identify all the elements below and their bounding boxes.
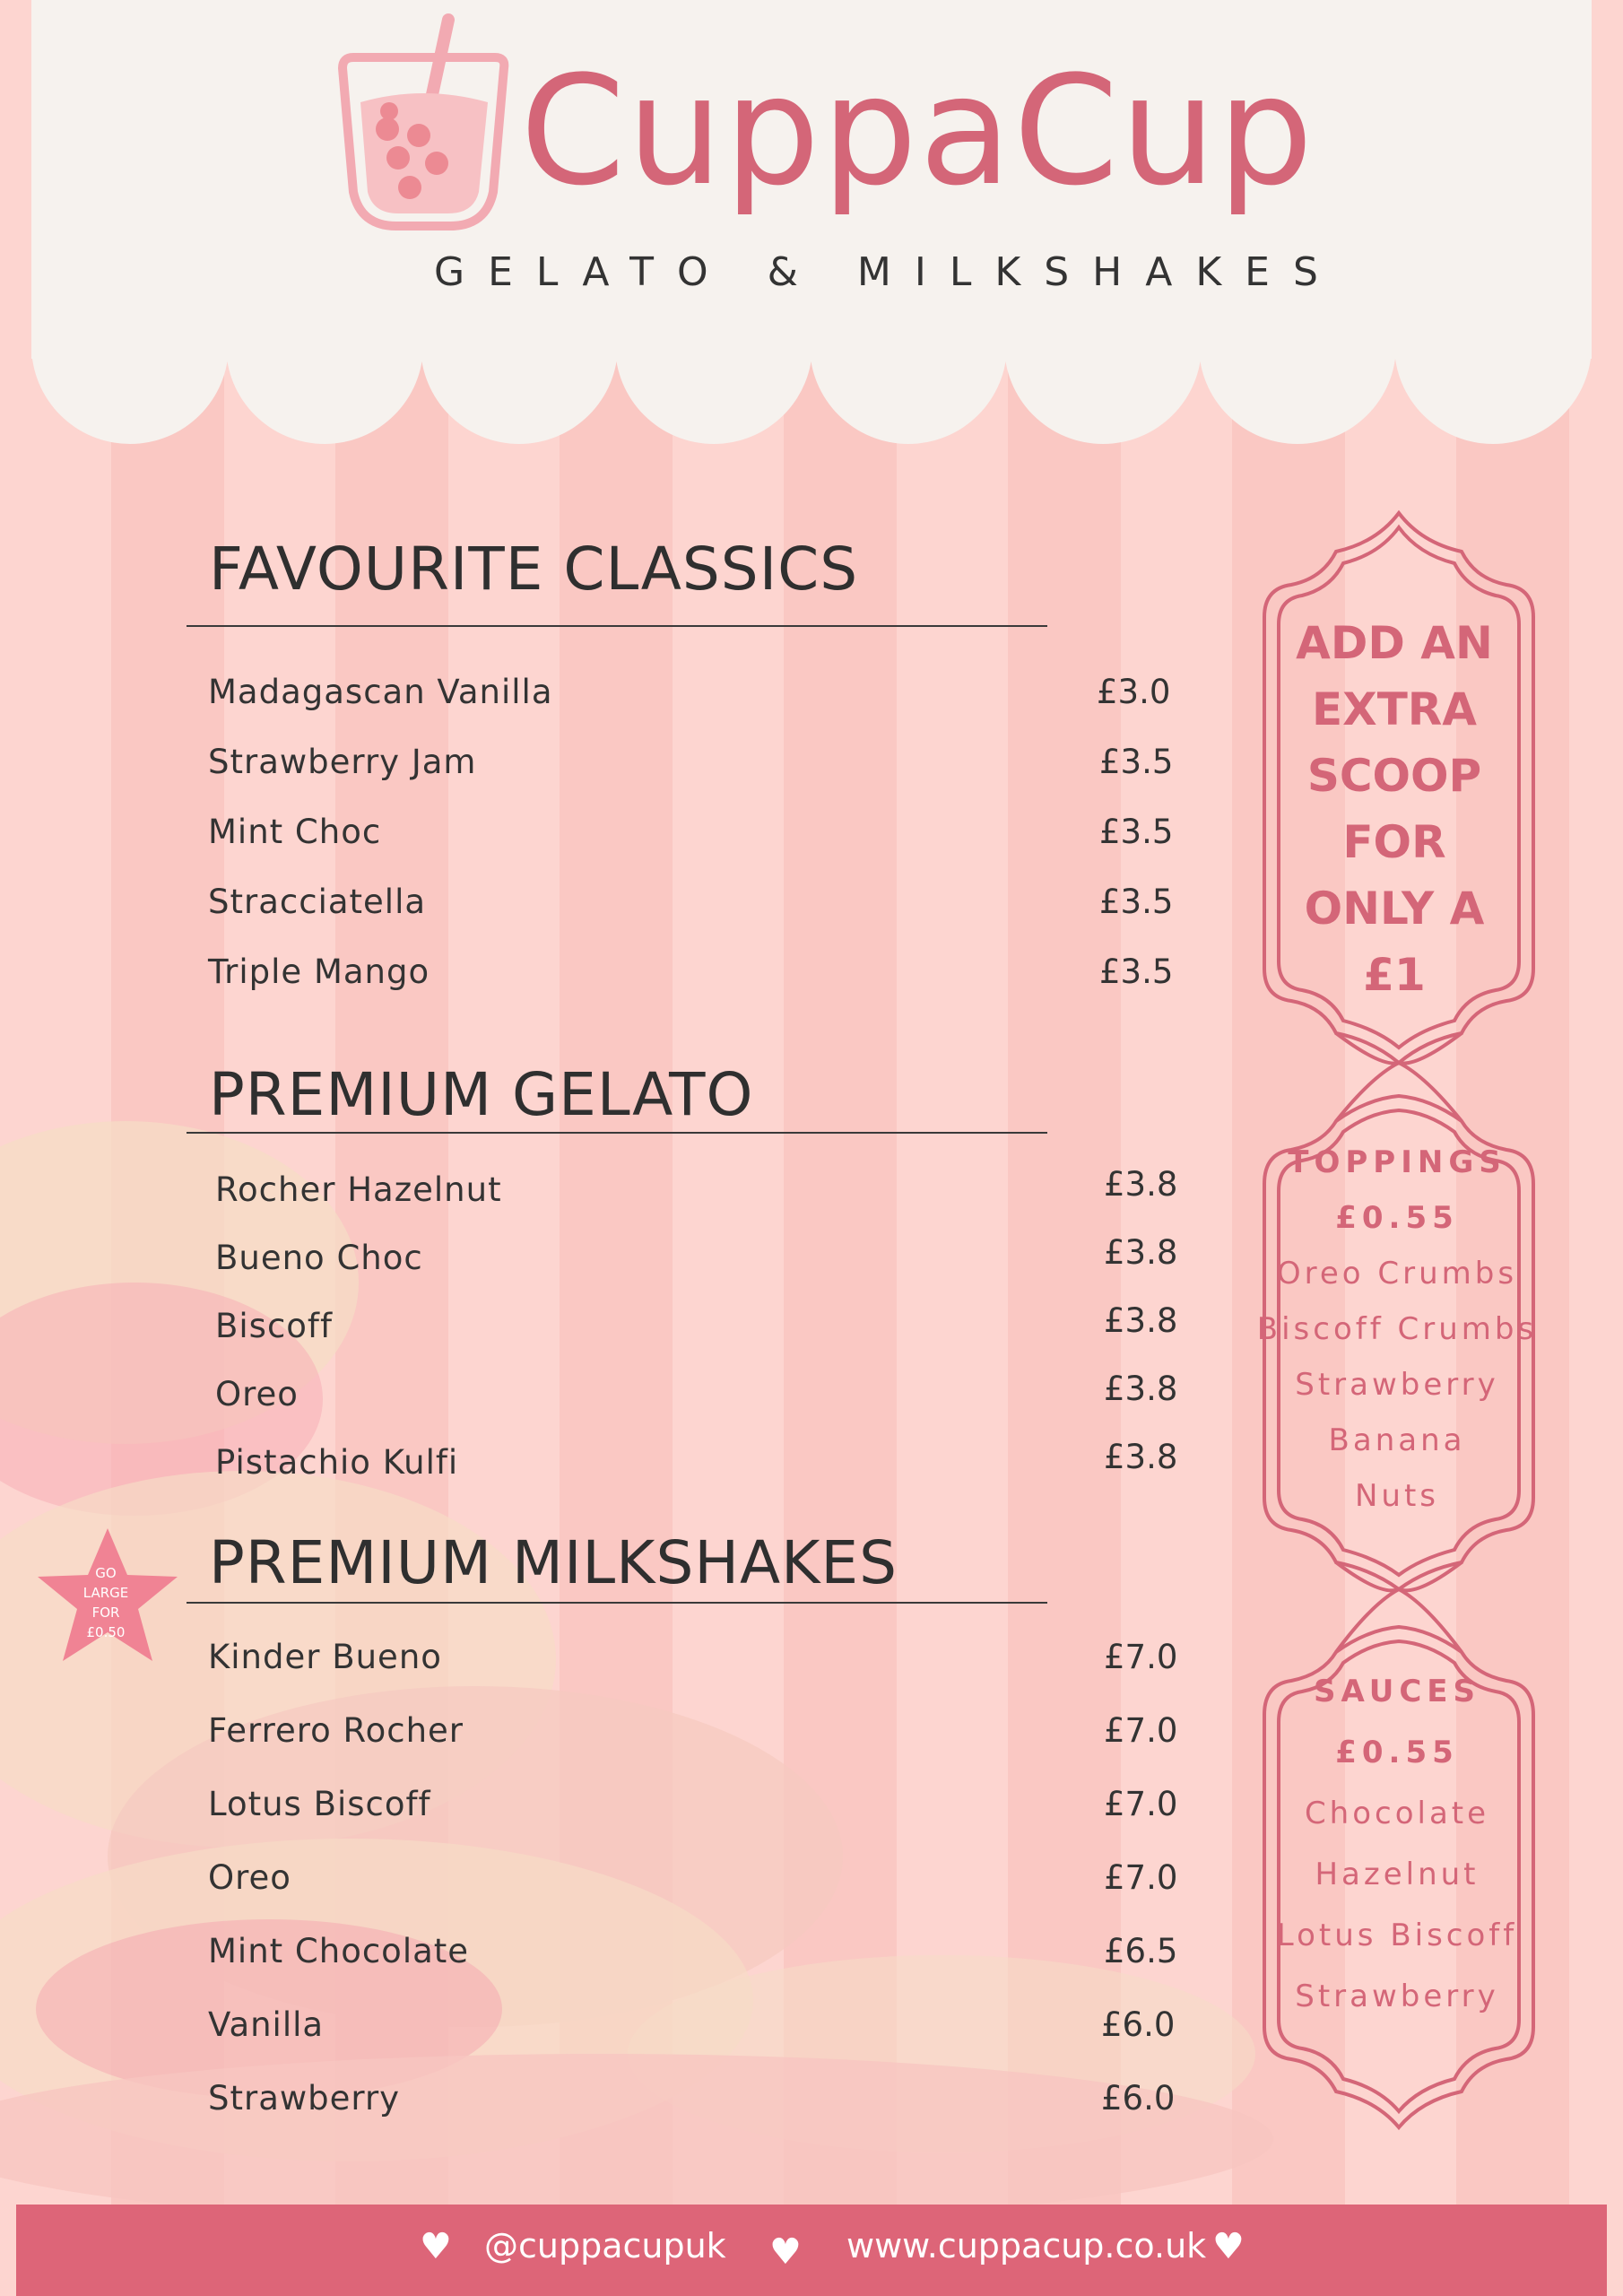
menu-item-name: Mint Choc xyxy=(208,813,382,851)
menu-item-price: £3.8 xyxy=(1104,1370,1178,1408)
badge-line: LARGE xyxy=(82,1585,129,1601)
promo-line: ADD AN xyxy=(1296,617,1493,669)
menu-item-name: Kinder Bueno xyxy=(208,1638,442,1676)
promo-line: EXTRA xyxy=(1311,683,1477,735)
menu-item-name: Strawberry Jam xyxy=(208,743,477,781)
heart-icon: ♥ xyxy=(1212,2226,1245,2267)
toppings-title: TOPPINGS xyxy=(1288,1144,1506,1180)
sauces-list xyxy=(1236,1661,1558,2027)
footer-bar xyxy=(16,2205,1607,2296)
menu-item-price: £7.0 xyxy=(1104,1638,1178,1676)
menu-item-name: Triple Mango xyxy=(208,952,430,991)
menu-item-price: £3.8 xyxy=(1104,1233,1178,1272)
menu-item-price: £7.0 xyxy=(1104,1858,1178,1897)
topping-item: Nuts xyxy=(1354,1478,1440,1514)
section-title: PREMIUM GELATO xyxy=(209,1060,754,1129)
menu-item-name: Bueno Choc xyxy=(215,1239,423,1277)
sauce-item: Lotus Biscoff xyxy=(1276,1918,1518,1953)
menu-item-name: Stracciatella xyxy=(208,883,427,921)
menu-item-price: £6.5 xyxy=(1104,1932,1178,1970)
topping-item: Biscoff Crumbs xyxy=(1256,1311,1538,1347)
brand-name: CuppaCup xyxy=(520,43,1315,219)
heart-icon: ♥ xyxy=(420,2226,452,2267)
topping-item: Strawberry xyxy=(1295,1367,1499,1403)
section-title: PREMIUM MILKSHAKES xyxy=(209,1528,898,1597)
section-divider xyxy=(187,1602,1047,1604)
toppings-list xyxy=(1236,1135,1558,1524)
menu-item-price: £3.5 xyxy=(1099,883,1174,921)
menu-item-price: £3.5 xyxy=(1099,952,1174,991)
badge-line: £0.50 xyxy=(86,1624,126,1640)
menu-item-price: £3.8 xyxy=(1104,1438,1178,1476)
menu-item-name: Strawberry xyxy=(208,2079,401,2118)
menu-item-name: Rocher Hazelnut xyxy=(215,1170,502,1209)
promo-line: SCOOP xyxy=(1306,750,1482,802)
topping-item: Banana xyxy=(1328,1422,1466,1458)
menu-item-name: Oreo xyxy=(215,1375,299,1413)
tagline: GELATO & MILKSHAKES xyxy=(434,249,1341,295)
sauces-price: £0.55 xyxy=(1335,1735,1459,1770)
menu-item-name: Biscoff xyxy=(215,1307,333,1345)
menu-item-price: £7.0 xyxy=(1104,1785,1178,1823)
social-handle[interactable]: @cuppacupuk xyxy=(484,2226,726,2266)
sauce-item: Strawberry xyxy=(1295,1979,1499,2014)
menu-item-name: Pistachio Kulfi xyxy=(215,1443,459,1482)
badge-line: FOR xyxy=(91,1605,120,1621)
promo-line: FOR xyxy=(1342,816,1446,868)
menu-item-name: Vanilla xyxy=(208,2005,325,2044)
menu-item-name: Madagascan Vanilla xyxy=(208,673,553,711)
menu-item-price: £3.5 xyxy=(1099,743,1174,781)
menu-item-name: Ferrero Rocher xyxy=(208,1711,464,1750)
menu-item-name: Mint Chocolate xyxy=(208,1932,470,1970)
menu-item-name: Oreo xyxy=(208,1858,291,1897)
menu-item-price: £3.8 xyxy=(1104,1301,1178,1340)
toppings-price: £0.55 xyxy=(1335,1200,1459,1236)
go-large-badge xyxy=(70,1563,142,1642)
promo-line: ONLY A xyxy=(1304,883,1485,935)
sauce-item: Hazelnut xyxy=(1315,1857,1480,1892)
section-title: FAVOURITE CLASSICS xyxy=(209,535,859,604)
menu-item-price: £3.8 xyxy=(1104,1165,1178,1204)
section-divider xyxy=(187,625,1047,627)
menu-item-price: £3.0 xyxy=(1097,673,1171,711)
cup-logo-icon xyxy=(334,13,513,237)
menu-item-price: £6.0 xyxy=(1101,2005,1176,2044)
section-divider xyxy=(187,1132,1047,1134)
badge-line: GO xyxy=(95,1565,117,1581)
promo-line: £1 xyxy=(1363,949,1426,1001)
menu-item-price: £3.5 xyxy=(1099,813,1174,851)
sauce-item: Chocolate xyxy=(1304,1796,1490,1831)
sauces-title: SAUCES xyxy=(1313,1674,1481,1709)
menu-item-price: £6.0 xyxy=(1101,2079,1176,2118)
extra-scoop-promo xyxy=(1260,610,1529,1008)
menu-item-price: £7.0 xyxy=(1104,1711,1178,1750)
heart-icon: ♥ xyxy=(769,2231,802,2273)
menu-item-name: Lotus Biscoff xyxy=(208,1785,431,1823)
website-link[interactable]: www.cuppacup.co.uk xyxy=(846,2226,1207,2266)
topping-item: Oreo Crumbs xyxy=(1276,1256,1518,1292)
